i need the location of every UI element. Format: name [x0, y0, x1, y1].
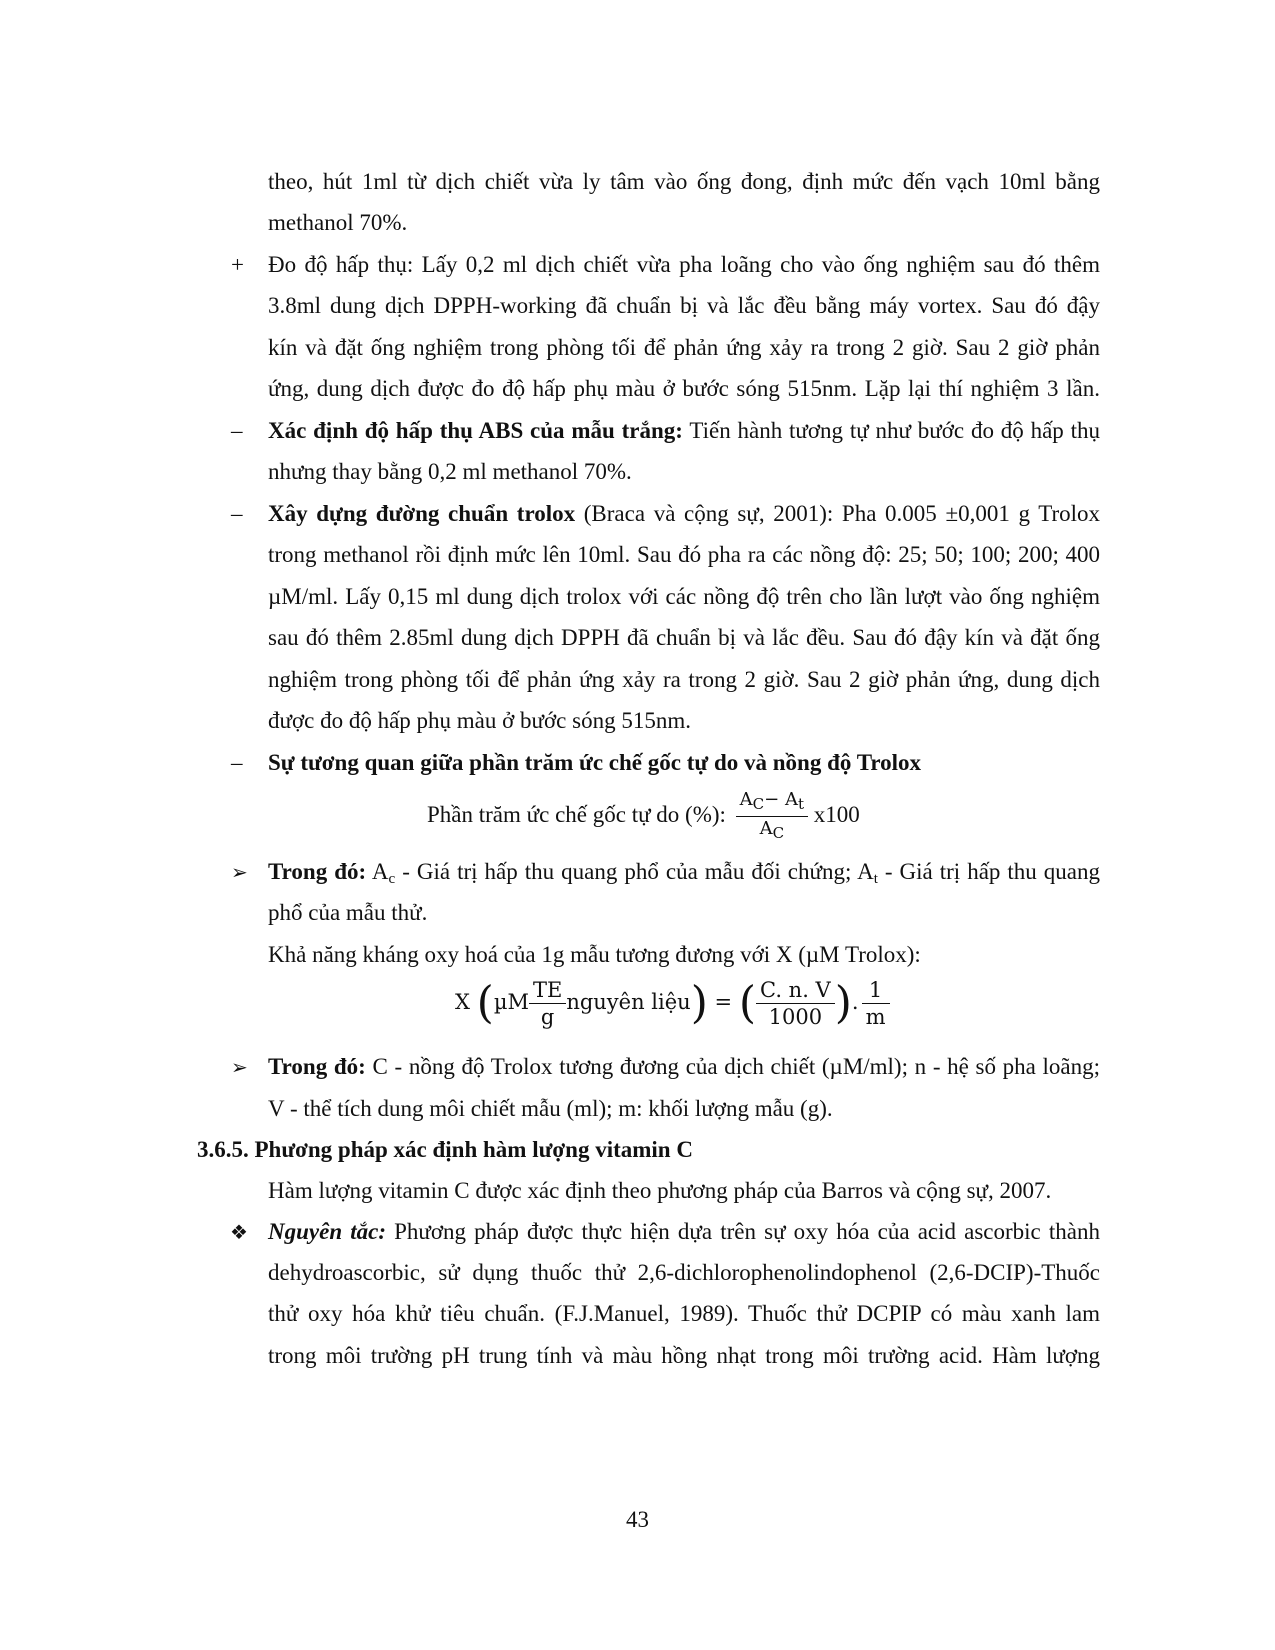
bold-term: Trong đó: [268, 1054, 366, 1079]
paragraph-line: phổ của mẫu thử. [268, 900, 428, 925]
paragraph-line: methanol 70%. [268, 210, 408, 235]
italic-term: Nguyên tắc: [268, 1219, 386, 1244]
bold-term: Trong đó: [268, 859, 367, 884]
paragraph-line: Xác định độ hấp thụ ABS của mẫu trắng: Tiến hành tương tự như bước đo độ hấp thụ [268, 418, 1100, 443]
bold-term: Sự tương quan giữa phần trăm ức chế gốc tự do và nồng độ Trolox [268, 750, 922, 775]
paragraph-line: V - thể tích dung môi chiết mẫu (ml); m: khối lượng mẫu (g). [268, 1096, 833, 1121]
dash-bullet-icon: – [231, 418, 243, 443]
paragraph-line: trong methanol rồi định mức lên 10ml. Sau đó pha ra các nồng độ: 25; 50; 100; 200; 400 [268, 542, 1100, 567]
paragraph-line: µM/ml. Lấy 0,15 ml dung dịch trolox với các nồng độ trên cho lần lượt vào ống nghiệm [268, 584, 1100, 609]
paragraph-line: Trong đó: C - nồng độ Trolox tương đương của dịch chiết (µM/ml); n - hệ số pha loãng; [268, 1054, 1100, 1079]
paragraph-line: trong môi trường pH trung tính và màu hồng nhạt trong môi trường acid. Hàm lượng [268, 1343, 1100, 1368]
paragraph-line: Đo độ hấp thụ: Lấy 0,2 ml dịch chiết vừa pha loãng cho vào ống nghiệm sau đó thêm [268, 252, 1100, 277]
diamond-bullet-icon: ❖ [230, 1220, 248, 1244]
paragraph-line: theo, hút 1ml từ dịch chiết vừa ly tâm vào ống đong, định mức đến vạch 10ml bằng [268, 169, 1100, 194]
bold-term: Xây dựng đường chuẩn trolox [268, 501, 576, 526]
dash-bullet-icon: – [231, 501, 243, 526]
paragraph-line: nghiệm trong phòng tối để phản ứng xảy ra trong 2 giờ. Sau 2 giờ phản ứng, dung dịch [268, 667, 1100, 692]
page-number: 43 [626, 1507, 649, 1532]
paragraph-line: thử oxy hóa khử tiêu chuẩn. (F.J.Manuel, 1989). Thuốc thử DCPIP có màu xanh lam [268, 1301, 1100, 1326]
arrow-bullet-icon: ➢ [231, 860, 248, 884]
paragraph-line: nhưng thay bằng 0,2 ml methanol 70%. [268, 459, 632, 484]
trolox-equivalent-formula: X (µM $\frac{TE}{g}$ nguyên liệu) = ( $\frac{C. n. V}{1000}$ ). $\frac{1}{m}$ [455, 977, 890, 1030]
arrow-bullet-icon: ➢ [231, 1055, 248, 1079]
paragraph-line: được đo độ hấp phụ màu ở bước sóng 515nm. [268, 708, 691, 733]
inhibition-formula: Phần trăm ức chế gốc tự do (%): $\frac{A_C- A_t}{A_C}$ x100 [427, 788, 860, 845]
paragraph-line: Trong đó: $A_c$ - Giá trị hấp thu quang phổ của mẫu đối chứng; $A_t$ - Giá trị hấp thu quang [268, 859, 1101, 887]
paragraph-line: Hàm lượng vitamin C được xác định theo phương pháp của Barros và cộng sự, 2007. [268, 1178, 1052, 1203]
paragraph-line: ứng, dung dịch được đo độ hấp phụ màu ở bước sóng 515nm. Lặp lại thí nghiệm 3 lần. [268, 376, 1100, 401]
section-heading: 3.6.5. Phương pháp xác định hàm lượng vitamin C [197, 1137, 693, 1162]
paragraph-line [268, 749, 921, 777]
paragraph-line: 3.8ml dung dịch DPPH-working đã chuẩn bị và lắc đều bằng máy vortex. Sau đó đậy [268, 293, 1100, 318]
dash-bullet-icon: – [231, 750, 243, 775]
paragraph-line: Khả năng kháng oxy hoá của 1g mẫu tương đương với X (µM Trolox): [268, 942, 921, 967]
bold-term: Xác định độ hấp thụ ABS của mẫu trắng: [268, 418, 683, 443]
paragraph-line: kín và đặt ống nghiệm trong phòng tối để phản ứng xảy ra trong 2 giờ. Sau 2 giờ phản [268, 335, 1100, 360]
plus-bullet-icon: + [231, 252, 244, 277]
paragraph-line: Nguyên tắc: Phương pháp được thực hiện dựa trên sự oxy hóa của acid ascorbic thành [268, 1219, 1100, 1244]
paragraph-line: Xây dựng đường chuẩn trolox (Braca và cộng sự, 2001): Pha 0.005 ±0,001 g Trolox [268, 501, 1100, 526]
inhibition-fraction: $\frac{A_C- A_t}{A_C}$ [736, 788, 808, 845]
paragraph-line: dehydroascorbic, sử dụng thuốc thử 2,6-dichlorophenolindophenol (2,6-DCIP)-Thuốc [268, 1260, 1100, 1285]
paragraph-line: sau đó thêm 2.85ml dung dịch DPPH đã chuẩn bị và lắc đều. Sau đó đậy kín và đặt ống [268, 625, 1100, 650]
